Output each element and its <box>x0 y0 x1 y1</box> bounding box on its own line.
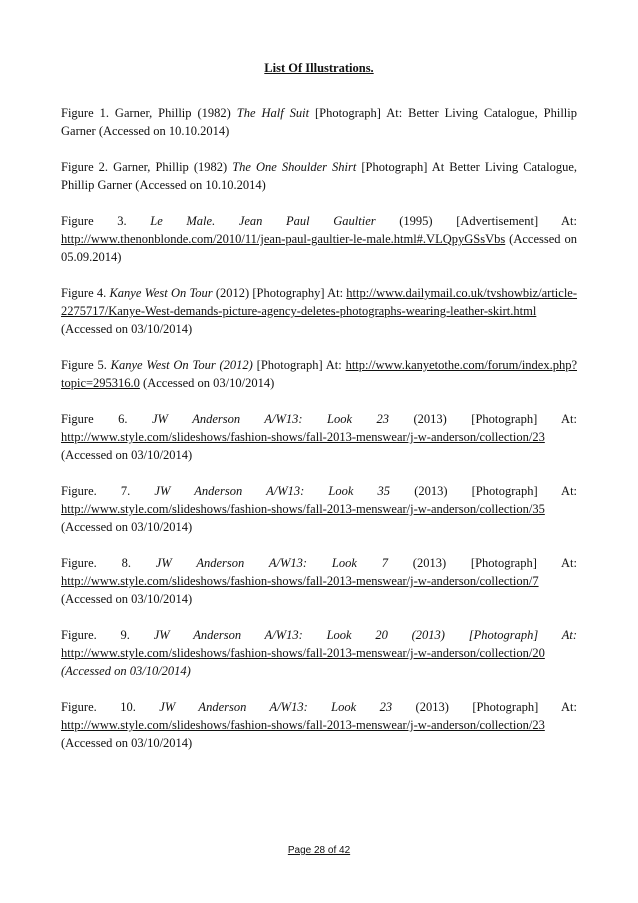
accessed-date: (Accessed on 03/10/2014) <box>61 736 193 750</box>
accessed-date: (Accessed on 03/10/2014) <box>61 664 191 678</box>
source-link[interactable]: http://www.style.com/slideshows/fashion-shows/fall-2013-menswear/j-w-anderson/collection/23 <box>61 430 545 444</box>
figure-label: Figure 4. <box>61 286 107 300</box>
work-title: JW Anderson A/W13: Look 20 (2013) [Photograph] At: <box>153 628 577 642</box>
source-link[interactable]: http://www.style.com/slideshows/fashion-shows/fall-2013-menswear/j-w-anderson/collection/20 <box>61 646 545 660</box>
source-link[interactable]: http://www.thenonblonde.com/2010/11/jean-paul-gaultier-le-male.html#.VLQpyGSsVbs <box>61 232 506 246</box>
source-link[interactable]: http://www.style.com/slideshows/fashion-shows/fall-2013-menswear/j-w-anderson/collection/35 <box>61 502 545 516</box>
citation-spacer <box>127 214 151 228</box>
list-item <box>61 158 577 194</box>
figure-label: Figure 6. <box>61 412 128 426</box>
source-link[interactable]: http://www.style.com/slideshows/fashion-shows/fall-2013-menswear/j-w-anderson/collection/23 <box>61 718 545 732</box>
list-item <box>61 626 577 680</box>
page-title: List Of Illustrations. <box>264 61 374 75</box>
citation-details: (1995) [Advertisement] At: <box>375 214 578 228</box>
figure-label: Figure. 7. <box>61 484 131 498</box>
figure-label: Figure. 9. <box>61 628 130 642</box>
work-title: JW Anderson A/W13: Look 23 <box>159 700 393 714</box>
accessed-date: (Accessed on 03/10/2014) <box>139 376 275 390</box>
work-title: Kanye West On Tour (2012) <box>110 358 253 372</box>
citation-details: [Photograph] At: Better Living Catalogue, Phillip Garner (Accessed on 10.10.2014) <box>61 106 578 138</box>
source-link[interactable]: http://www.kanyetothe.com/forum/index.php?topic=295316.0 <box>61 358 578 390</box>
figure-label: Figure 5. <box>61 358 107 372</box>
source-link[interactable]: http://www.style.com/slideshows/fashion-shows/fall-2013-menswear/j-w-anderson/collection/7 <box>61 574 539 588</box>
work-title: JW Anderson A/W13: Look 7 <box>155 556 388 570</box>
list-item <box>61 356 577 392</box>
list-item <box>61 554 577 608</box>
citation-spacer <box>128 412 152 426</box>
page-footer <box>0 845 638 856</box>
work-title: JW Anderson A/W13: Look 23 <box>151 412 389 426</box>
page-number: Page 28 of 42 <box>287 845 351 856</box>
accessed-date: (Accessed on 03/10/2014) <box>61 448 193 462</box>
source-link[interactable]: http://www.dailymail.co.uk/tvshowbiz/article-2275717/Kanye-West-demands-picture-agency-deletes-photographs-wearing-leather-skirt.html <box>61 286 578 318</box>
figure-label: Figure. 10. <box>61 700 136 714</box>
list-item <box>61 284 577 338</box>
citation-details: (2012) [Photography] At: <box>212 286 347 300</box>
work-title: The One Shoulder Shirt <box>232 160 357 174</box>
citation-details: (2013) [Photograph] At: <box>390 484 578 498</box>
figure-label: Figure 1. <box>61 106 109 120</box>
work-title: The Half Suit <box>236 106 310 120</box>
citation-details: (2013) [Photograph] At: <box>387 556 577 570</box>
citation-spacer <box>131 556 156 570</box>
citation-author: Garner, Phillip (1982) <box>108 106 237 120</box>
work-title: JW Anderson A/W13: Look 35 <box>154 484 391 498</box>
figure-label: Figure 2. <box>61 160 109 174</box>
accessed-date: (Accessed on 05.09.2014) <box>61 232 577 264</box>
figure-label: Figure 3. <box>61 214 127 228</box>
accessed-date: (Accessed on 03/10/2014) <box>61 322 193 336</box>
citation-details: [Photograph] At: <box>252 358 346 372</box>
citation-spacer <box>130 484 154 498</box>
list-item <box>61 410 577 464</box>
citation-author: Garner, Phillip (1982) <box>108 160 233 174</box>
list-item <box>61 698 577 752</box>
list-item <box>61 104 577 140</box>
citation-spacer <box>136 700 159 714</box>
citation-details: (2013) [Photograph] At: <box>392 700 578 714</box>
citation-spacer <box>130 628 154 642</box>
accessed-date: (Accessed on 03/10/2014) <box>61 520 193 534</box>
accessed-date: (Accessed on 03/10/2014) <box>61 592 193 606</box>
work-title: Le Male. Jean Paul Gaultier <box>150 214 376 228</box>
citation-details: [Photograph] At Better Living Catalogue, Phillip Garner (Accessed on 10.10.2014) <box>61 160 577 192</box>
work-title: Kanye West On Tour <box>109 286 213 300</box>
citation-details: (2013) [Photograph] At: <box>389 412 578 426</box>
illustration-list <box>61 104 577 770</box>
list-item <box>61 212 577 266</box>
list-item <box>61 482 577 536</box>
figure-label: Figure. 8. <box>61 556 131 570</box>
